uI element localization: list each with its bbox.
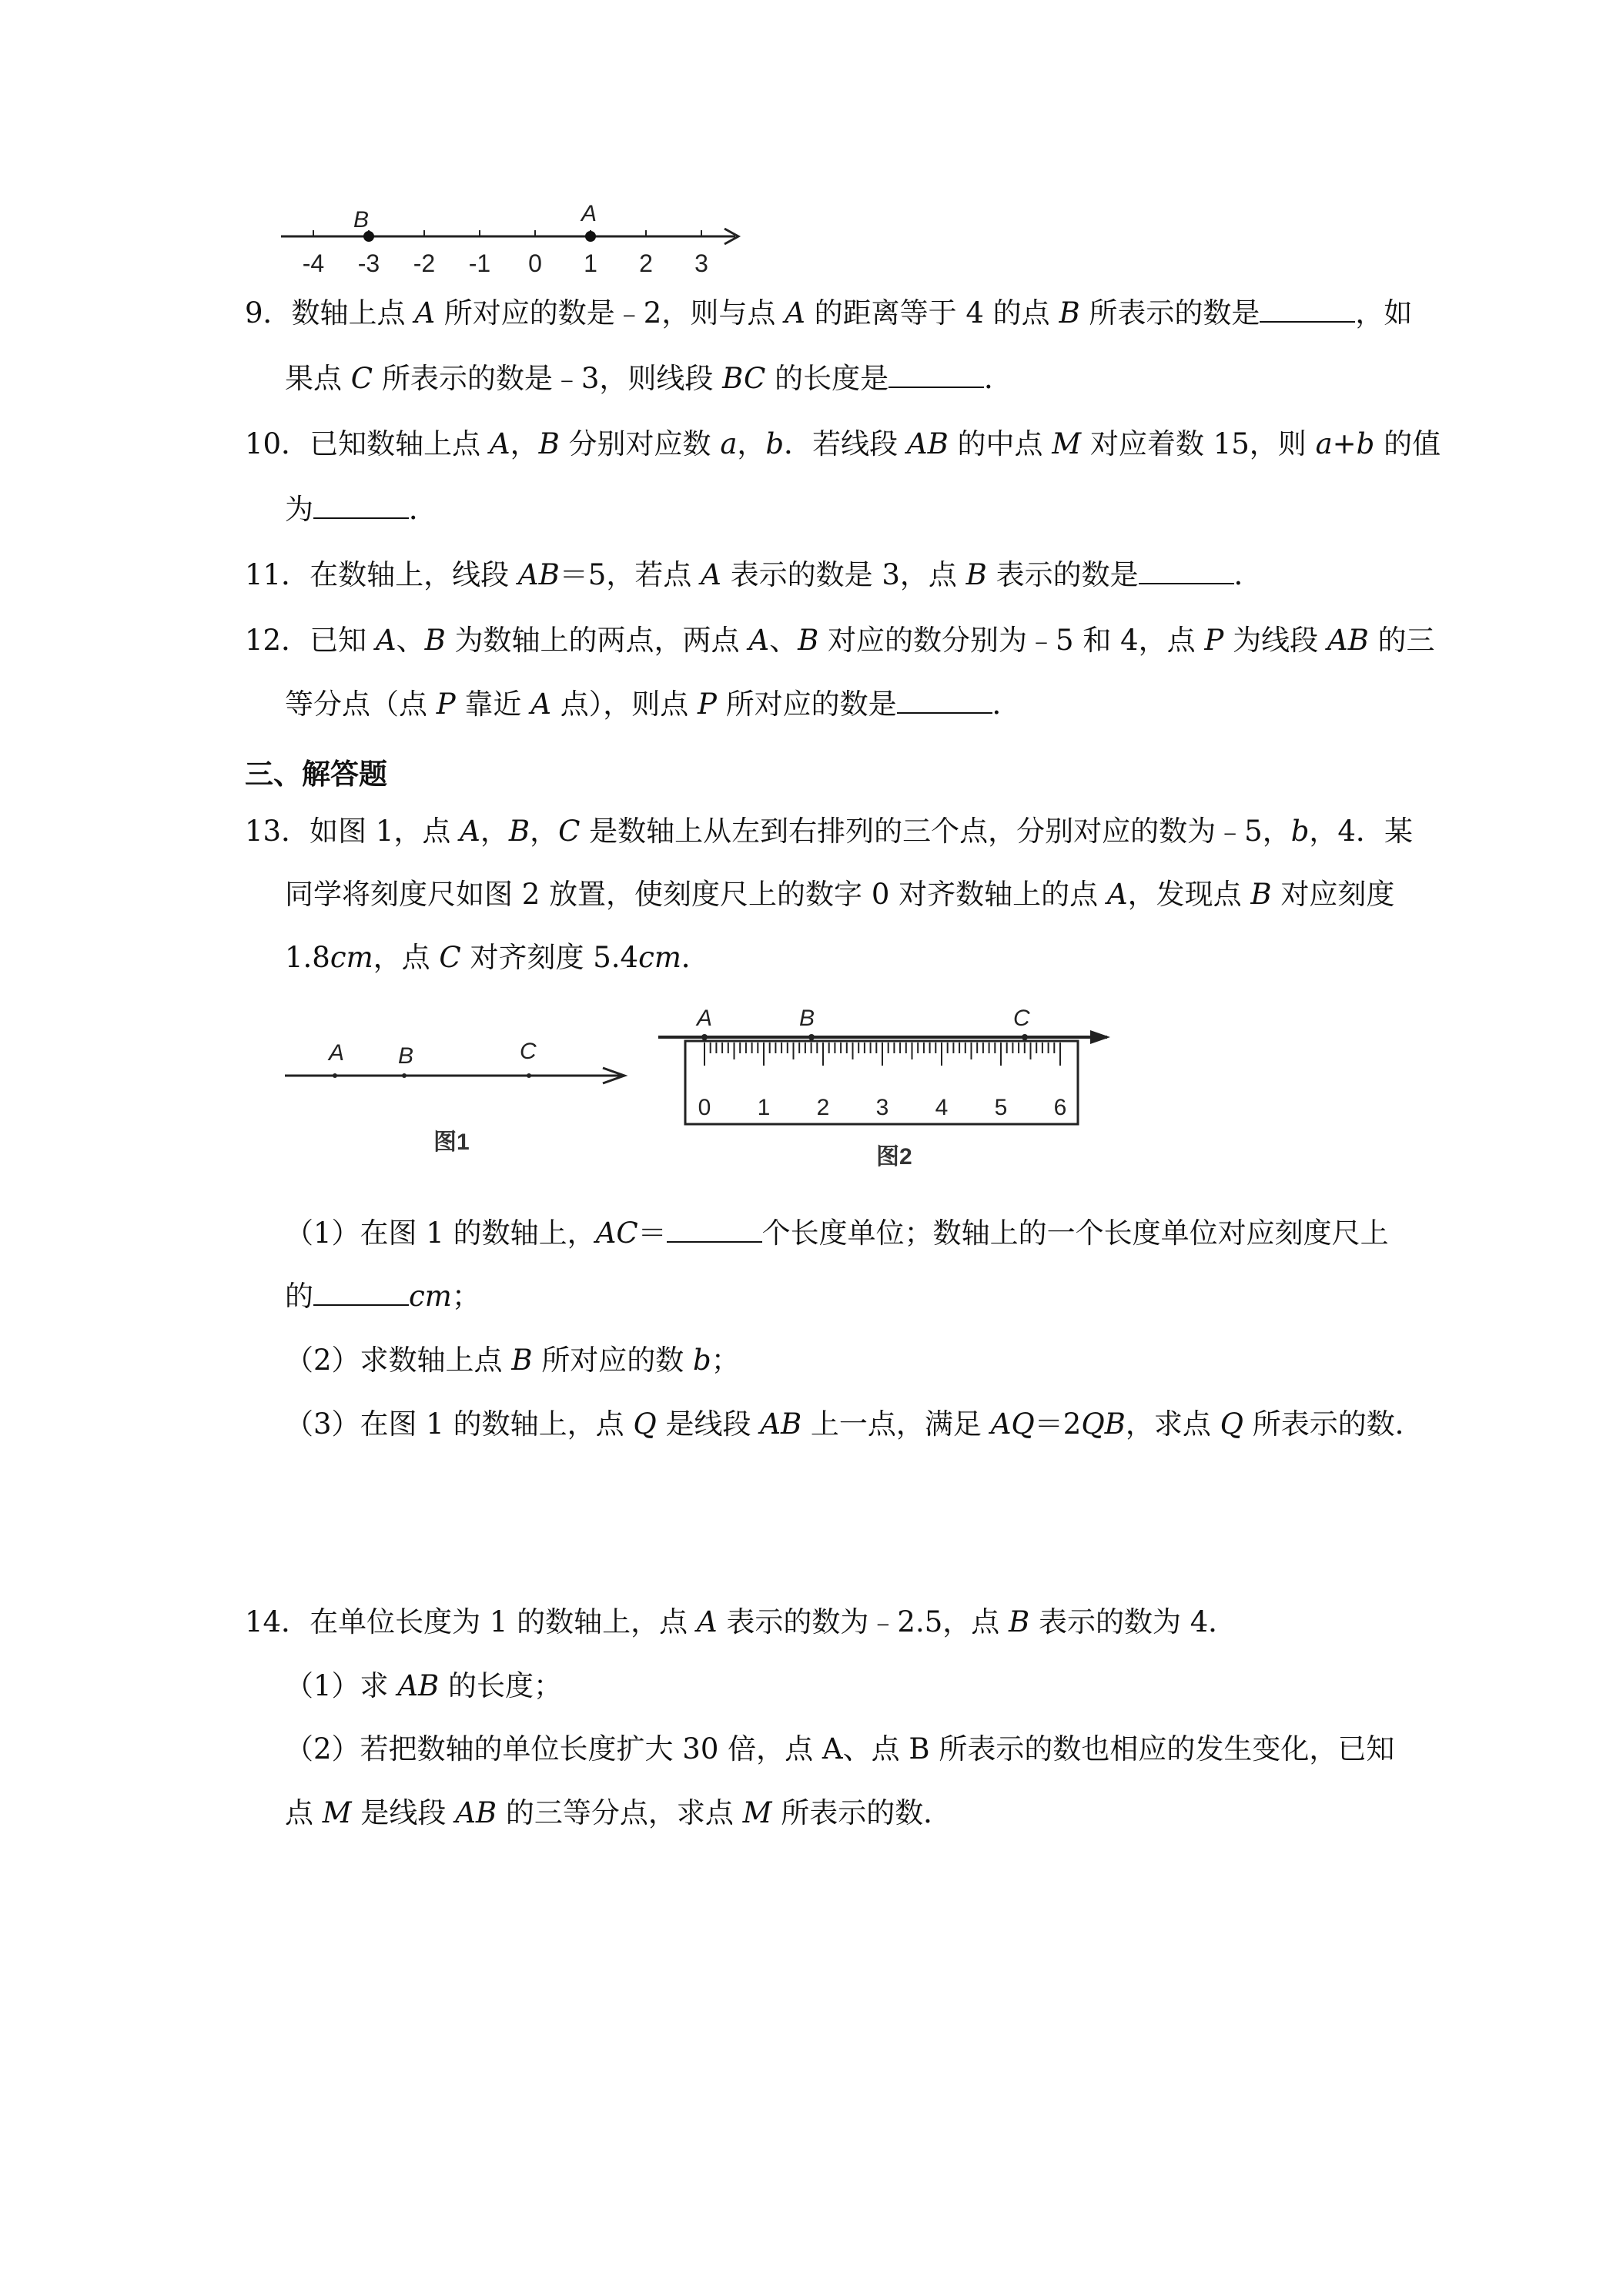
fig2-caption: 图2 bbox=[876, 1144, 912, 1170]
tick-label: -4 bbox=[302, 249, 325, 277]
ruler-number: 6 bbox=[1053, 1095, 1067, 1120]
tick-label: 1 bbox=[584, 249, 597, 277]
answer-blank[interactable] bbox=[897, 689, 992, 714]
ruler-number: 3 bbox=[875, 1095, 889, 1120]
section-heading: 三、解答题 bbox=[245, 757, 387, 791]
question-12-line-2: 等分点（点 P 靠近 A 点），则点 P 所对应的数是 ． bbox=[285, 688, 1021, 721]
question-13-line-1: 13．如图 1，点 A，B，C 是数轴上从左到右排列的三个点，分别对应的数为﹣5，b，4．某 bbox=[245, 815, 1413, 848]
answer-blank[interactable] bbox=[667, 1218, 762, 1243]
ruler-point-marker bbox=[808, 1034, 815, 1040]
tick-label: -1 bbox=[468, 249, 491, 277]
question-number: 12． bbox=[245, 624, 310, 657]
ruler-number: 2 bbox=[816, 1095, 830, 1120]
question-number: 14． bbox=[245, 1605, 310, 1638]
fig2-label-c: C bbox=[1013, 1006, 1030, 1031]
fig1-label-b: B bbox=[398, 1043, 414, 1069]
q14-part-1: （1）求 AB 的长度； bbox=[285, 1669, 562, 1702]
question-number: 11． bbox=[245, 558, 310, 591]
tick-label: 0 bbox=[528, 249, 542, 277]
ruler-number: 5 bbox=[994, 1095, 1008, 1120]
question-number: 13． bbox=[245, 815, 310, 848]
number-line-figure-top bbox=[273, 196, 751, 281]
question-11: 11．在数轴上，线段 AB＝5，若点 A 表示的数是 3，点 B 表示的数是 ． bbox=[245, 558, 1263, 591]
fig1-caption: 图1 bbox=[433, 1130, 470, 1155]
q14-part-2-line-1: （2）若把数轴的单位长度扩大 30 倍，点 A、点 B 所表示的数也相应的发生变化，已知 bbox=[285, 1732, 1395, 1766]
ruler-point-marker bbox=[1022, 1034, 1028, 1040]
q13-part-1-line-1: （1）在图 1 的数轴上，AC＝ 个长度单位；数轴上的一个长度单位对应刻度尺上 bbox=[285, 1217, 1389, 1250]
ruler-number: 1 bbox=[757, 1095, 771, 1120]
tick-label: -2 bbox=[413, 249, 436, 277]
q13-part-3: （3）在图 1 的数轴上，点 Q 是线段 AB 上一点，满足 AQ＝2QB，求点 Q 所表示的数． bbox=[285, 1407, 1424, 1441]
answer-blank[interactable] bbox=[313, 1281, 409, 1306]
fig2-label-b: B bbox=[799, 1006, 815, 1031]
question-14: 14．在单位长度为 1 的数轴上，点 A 表示的数为﹣2.5，点 B 表示的数为 4． bbox=[245, 1605, 1237, 1638]
figure-1-number-line bbox=[281, 1028, 635, 1166]
fig1-label-c: C bbox=[520, 1039, 537, 1064]
fig1-label-a: A bbox=[329, 1040, 345, 1066]
q13-part-1-line-2: 的 cm； bbox=[285, 1280, 480, 1313]
question-12-line-1: 12．已知 A、B 为数轴上的两点，两点 A、B 对应的数分别为﹣5 和 4，点 P 为线段 AB 的三 bbox=[245, 624, 1435, 657]
question-9-line-1: 9．数轴上点 A 所对应的数是﹣2，则与点 A 的距离等于 4 的点 B 所表示的数是 ，如 bbox=[245, 296, 1413, 330]
point-b-dot bbox=[363, 231, 374, 242]
question-13-line-3: 1.8cm，点 C 对齐刻度 5.4cm． bbox=[285, 941, 710, 974]
tick-label: 2 bbox=[639, 249, 653, 277]
fig2-label-a: A bbox=[697, 1006, 713, 1031]
answer-blank[interactable] bbox=[1260, 298, 1355, 323]
point-a-dot bbox=[585, 231, 596, 242]
question-10-line-2: 为 ． bbox=[285, 493, 437, 526]
point-b-label: B bbox=[353, 207, 370, 233]
tick-label: -3 bbox=[357, 249, 380, 277]
tick-label: 3 bbox=[694, 249, 708, 277]
q14-part-2-line-2: 点 M 是线段 AB 的三等分点，求点 M 所表示的数． bbox=[285, 1796, 952, 1829]
ruler-number: 0 bbox=[698, 1095, 711, 1120]
answer-blank[interactable] bbox=[313, 494, 409, 519]
q13-part-2: （2）求数轴上点 B 所对应的数 b； bbox=[285, 1344, 740, 1377]
figure-2-ruler bbox=[654, 993, 1116, 1178]
ruler-point-marker bbox=[701, 1034, 708, 1040]
question-number: 9． bbox=[245, 296, 292, 330]
question-number: 10． bbox=[245, 427, 310, 460]
answer-blank[interactable] bbox=[1139, 560, 1234, 584]
ruler-number: 4 bbox=[935, 1095, 949, 1120]
question-10-line-1: 10．已知数轴上点 A，B 分别对应数 a，b．若线段 AB 的中点 M 对应着数 15，则 a+b 的值 bbox=[245, 427, 1441, 460]
answer-blank[interactable] bbox=[888, 363, 984, 388]
point-a-label: A bbox=[581, 201, 597, 226]
question-13-line-2: 同学将刻度尺如图 2 放置，使刻度尺上的数字 0 对齐数轴上的点 A，发现点 B 对应刻度 bbox=[285, 878, 1395, 911]
question-9-line-2: 果点 C 所表示的数是﹣3，则线段 BC 的长度是 ． bbox=[285, 362, 1013, 395]
